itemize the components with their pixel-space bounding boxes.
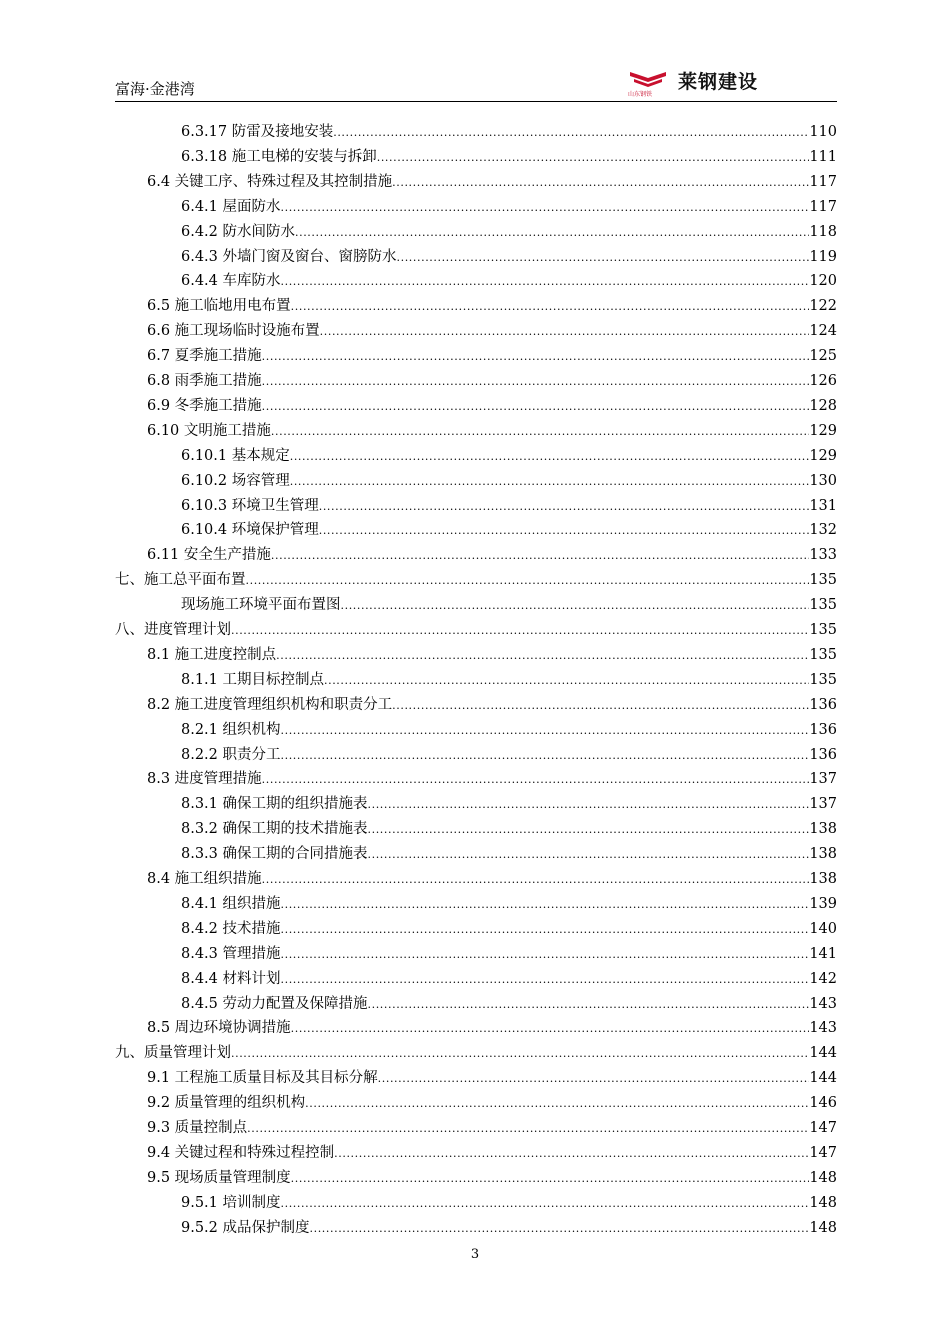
toc-entry-title: 9.3 质量控制点 — [147, 1120, 248, 1136]
toc-leader-dots — [368, 795, 810, 815]
toc-leader-dots — [319, 497, 810, 517]
toc-leader-dots — [262, 397, 810, 417]
toc-entry-page: 136 — [809, 746, 837, 763]
toc-entry-title: 6.10.2 场容管理 — [181, 472, 290, 489]
toc-entry[interactable] — [147, 869, 837, 889]
toc-leader-dots — [262, 770, 810, 790]
toc-leader-dots — [231, 1044, 809, 1064]
toc-leader-dots — [310, 1219, 810, 1239]
toc-leader-dots — [271, 546, 809, 566]
toc-leader-dots — [262, 870, 810, 890]
toc-entry-page: 133 — [809, 547, 837, 564]
toc-entry[interactable] — [181, 122, 837, 142]
toc-entry[interactable] — [181, 944, 837, 964]
toc-entry-title: 6.10.4 环境保护管理 — [181, 522, 319, 539]
toc-entry[interactable] — [147, 1018, 837, 1038]
toc-entry[interactable] — [181, 471, 837, 491]
toc-leader-dots — [276, 646, 809, 666]
toc-leader-dots — [231, 621, 809, 641]
toc-leader-dots — [281, 721, 810, 741]
toc-entry[interactable] — [181, 819, 837, 839]
toc-entry[interactable] — [147, 645, 837, 665]
toc-entry-title: 9.5.1 培训制度 — [181, 1194, 281, 1211]
toc-leader-dots — [291, 297, 810, 317]
toc-leader-dots — [262, 372, 810, 392]
toc-entry-title: 8.4.2 技术措施 — [181, 920, 281, 937]
toc-entry[interactable] — [147, 296, 837, 316]
toc-entry-page: 147 — [809, 1144, 837, 1161]
toc-entry-page: 137 — [809, 796, 837, 813]
toc-entry[interactable] — [181, 894, 837, 914]
toc-entry[interactable] — [181, 720, 837, 740]
toc-entry[interactable] — [147, 396, 837, 416]
toc-entry-page: 117 — [809, 198, 837, 215]
toc-entry[interactable] — [147, 346, 837, 366]
toc-leader-dots — [392, 696, 809, 716]
toc-entry-title: 8.2.2 职责分工 — [181, 746, 281, 763]
toc-entry-page: 141 — [809, 945, 837, 962]
toc-leader-dots — [281, 198, 810, 218]
toc-entry-title: 九、质量管理计划 — [115, 1045, 231, 1062]
toc-entry[interactable] — [147, 321, 837, 341]
toc-entry[interactable] — [181, 1193, 837, 1213]
toc-entry-title: 6.4 关键工序、特殊过程及其控制措施 — [147, 173, 393, 190]
toc-entry[interactable] — [181, 147, 837, 167]
toc-leader-dots — [305, 1094, 809, 1114]
toc-entry-title: 8.1.1 工期目标控制点 — [181, 671, 325, 688]
toc-entry-page: 147 — [809, 1120, 837, 1136]
toc-entry-page: 148 — [809, 1169, 837, 1186]
toc-entry-page: 135 — [809, 646, 837, 663]
toc-entry[interactable] — [147, 1093, 837, 1113]
toc-entry-page: 125 — [809, 348, 837, 365]
toc-entry-title: 8.4.4 材料计划 — [181, 970, 281, 987]
toc-entry-title: 七、施工总平面布置 — [115, 572, 246, 589]
toc-entry-title: 八、进度管理计划 — [115, 622, 231, 638]
toc-entry[interactable] — [181, 247, 837, 267]
toc-entry-title: 8.3.1 确保工期的组织措施表 — [181, 796, 368, 813]
toc-entry-title: 6.3.18 施工电梯的安装与拆卸 — [181, 148, 377, 165]
toc-entry[interactable] — [147, 1168, 837, 1188]
toc-entry[interactable] — [147, 769, 837, 789]
toc-entry-page: 148 — [809, 1194, 837, 1211]
toc-entry-title: 9.1 工程施工质量目标及其目标分解 — [147, 1070, 378, 1087]
toc-entry-page: 135 — [809, 572, 837, 589]
toc-entry-page: 135 — [809, 671, 837, 688]
toc-entry[interactable] — [181, 496, 837, 516]
toc-entry-page: 138 — [809, 846, 837, 863]
toc-entry[interactable] — [181, 919, 837, 939]
toc-entry-title: 8.2.1 组织机构 — [181, 721, 281, 738]
toc-entry-page: 144 — [809, 1070, 837, 1087]
toc-leader-dots — [368, 820, 810, 840]
toc-entry[interactable] — [147, 1068, 837, 1088]
toc-entry-page: 129 — [809, 422, 837, 439]
company-logo — [628, 67, 759, 98]
toc-entry-page: 122 — [809, 298, 837, 315]
toc-entry[interactable] — [147, 172, 837, 192]
toc-leader-dots — [368, 845, 810, 865]
toc-entry-title: 8.5 周边环境协调措施 — [147, 1020, 291, 1037]
toc-leader-dots — [290, 447, 810, 467]
toc-entry-title: 8.1 施工进度控制点 — [147, 646, 277, 663]
toc-entry-title: 8.3.3 确保工期的合同措施表 — [181, 846, 368, 863]
toc-entry-title: 现场施工环境平面布置图 — [181, 597, 341, 614]
toc-entry-title: 6.11 安全生产措施 — [147, 547, 271, 564]
toc-entry[interactable] — [181, 794, 837, 814]
toc-entry-title: 6.8 雨季施工措施 — [147, 373, 262, 389]
toc-leader-dots — [377, 148, 810, 168]
toc-entry[interactable] — [147, 421, 837, 441]
page-number: 3 — [470, 1247, 480, 1262]
toc-entry-page: 111 — [809, 148, 837, 165]
toc-entry[interactable] — [147, 545, 837, 565]
header-project-name: 富海·金港湾 — [115, 80, 195, 98]
toc-leader-dots — [281, 272, 810, 292]
toc-entry-title: 6.4.1 屋面防水 — [181, 198, 281, 215]
toc-leader-dots — [247, 1119, 809, 1139]
toc-entry[interactable] — [147, 371, 837, 391]
toc-leader-dots — [333, 123, 809, 143]
toc-leader-dots — [397, 248, 810, 268]
toc-entry-title: 6.6 施工现场临时设施布置 — [147, 323, 320, 340]
toc-entry[interactable] — [181, 969, 837, 989]
toc-leader-dots — [271, 422, 809, 442]
toc-entry-page: 128 — [809, 397, 837, 414]
toc-entry-page: 136 — [809, 721, 837, 738]
toc-entry-page: 126 — [809, 373, 837, 389]
toc-leader-dots — [281, 920, 810, 940]
toc-entry-page: 138 — [809, 871, 837, 887]
toc-leader-dots — [281, 945, 810, 965]
logo-subtext: 山东钢铁 — [628, 90, 653, 98]
toc-entry[interactable] — [181, 446, 837, 466]
toc-entry-page: 146 — [809, 1095, 837, 1112]
toc-leader-dots — [295, 223, 809, 243]
toc-entry-title: 6.4.4 车库防水 — [181, 273, 281, 290]
toc-leader-dots — [320, 322, 810, 342]
toc-entry-page: 132 — [809, 522, 837, 539]
toc-entry[interactable] — [181, 197, 837, 217]
company-name: 莱钢建设 — [678, 71, 759, 93]
toc-entry-title: 6.10.1 基本规定 — [181, 447, 290, 464]
toc-entry[interactable] — [181, 271, 837, 291]
toc-leader-dots — [281, 1194, 810, 1214]
toc-entry-title: 8.2 施工进度管理组织机构和职责分工 — [147, 696, 393, 713]
toc-entry-page: 137 — [809, 771, 837, 788]
toc-leader-dots — [378, 1069, 810, 1089]
toc-leader-dots — [281, 970, 810, 990]
toc-entry-title: 9.5 现场质量管理制度 — [147, 1169, 291, 1186]
toc-leader-dots — [290, 472, 810, 492]
toc-entry-page: 120 — [809, 273, 837, 290]
toc-entry-page: 135 — [809, 597, 837, 614]
toc-entry-title: 8.4.3 管理措施 — [181, 945, 281, 962]
toc-entry-page: 138 — [809, 821, 837, 838]
toc-entry-page: 118 — [809, 223, 837, 240]
toc-entry-page: 119 — [809, 248, 837, 265]
toc-entry[interactable] — [181, 994, 837, 1014]
toc-entry-page: 140 — [809, 920, 837, 937]
header-divider — [115, 101, 837, 102]
toc-leader-dots — [341, 596, 810, 616]
toc-entry[interactable] — [115, 570, 837, 590]
toc-leader-dots — [262, 347, 810, 367]
toc-entry-page: 131 — [809, 497, 837, 514]
toc-entry[interactable] — [181, 595, 837, 615]
toc-entry[interactable] — [181, 670, 837, 690]
toc-entry-page: 148 — [809, 1219, 837, 1236]
toc-entry-page: 139 — [809, 895, 837, 912]
toc-leader-dots — [281, 746, 810, 766]
toc-entry[interactable] — [181, 520, 837, 540]
toc-entry-title: 8.4 施工组织措施 — [147, 871, 262, 887]
toc-entry[interactable] — [115, 620, 837, 640]
toc-entry-page: 143 — [809, 1020, 837, 1037]
toc-entry-title: 9.4 关键过程和特殊过程控制 — [147, 1144, 335, 1161]
toc-entry-title: 9.5.2 成品保护制度 — [181, 1219, 310, 1236]
company-logo-icon — [628, 68, 668, 98]
toc-entry-title: 8.4.1 组织措施 — [181, 895, 281, 912]
toc-entry-page: 144 — [809, 1045, 837, 1062]
toc-entry-title: 6.3.17 防雷及接地安装 — [181, 124, 334, 140]
toc-leader-dots — [368, 995, 810, 1015]
toc-entry-page: 142 — [809, 970, 837, 987]
toc-leader-dots — [324, 671, 809, 691]
toc-entry-title: 6.7 夏季施工措施 — [147, 348, 262, 365]
toc-leader-dots — [291, 1169, 810, 1189]
toc-entry[interactable] — [181, 222, 837, 242]
toc-entry[interactable] — [181, 844, 837, 864]
toc-entry-title: 6.5 施工临地用电布置 — [147, 298, 291, 315]
toc-entry-title: 6.4.3 外墙门窗及窗台、窗膀防水 — [181, 248, 397, 265]
toc-leader-dots — [334, 1144, 809, 1164]
toc-entry[interactable] — [115, 1043, 837, 1063]
toc-entry-page: 130 — [809, 472, 837, 489]
toc-entry-title: 6.9 冬季施工措施 — [147, 397, 262, 414]
toc-entry-page: 143 — [809, 995, 837, 1012]
toc-entry-title: 9.2 质量管理的组织机构 — [147, 1095, 306, 1112]
toc-entry-title: 6.4.2 防水间防水 — [181, 223, 296, 240]
toc-entry-page: 124 — [809, 323, 837, 340]
toc-entry-page: 135 — [809, 622, 837, 638]
toc-entry[interactable] — [181, 745, 837, 765]
toc-entry[interactable] — [147, 1143, 837, 1163]
toc-leader-dots — [291, 1019, 810, 1039]
toc-entry-page: 117 — [809, 173, 837, 190]
toc-entry-title: 8.4.5 劳动力配置及保障措施 — [181, 995, 368, 1012]
toc-entry[interactable] — [147, 1118, 837, 1138]
toc-leader-dots — [281, 895, 810, 915]
toc-entry-page: 110 — [809, 124, 837, 140]
toc-entry-page: 136 — [809, 696, 837, 713]
toc-leader-dots — [392, 173, 809, 193]
toc-entry-page: 129 — [809, 447, 837, 464]
toc-entry[interactable] — [147, 695, 837, 715]
toc-entry-title: 8.3.2 确保工期的技术措施表 — [181, 821, 368, 838]
toc-leader-dots — [319, 521, 810, 541]
toc-leader-dots — [246, 571, 810, 591]
toc-entry[interactable] — [181, 1218, 837, 1238]
toc-entry-title: 6.10.3 环境卫生管理 — [181, 497, 319, 514]
toc-entry-title: 8.3 进度管理措施 — [147, 771, 262, 788]
toc-entry-title: 6.10 文明施工措施 — [147, 422, 271, 439]
